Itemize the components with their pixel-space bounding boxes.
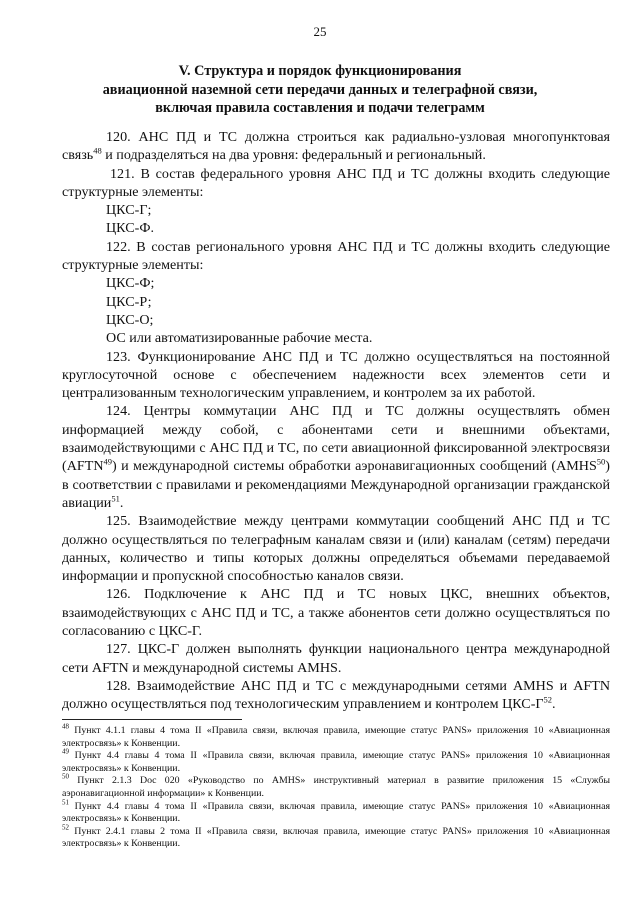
footnote-number: 50 [62, 773, 69, 782]
paragraph-124-text-d: . [119, 494, 124, 511]
footnote-text: Пункт 4.1.1 главы 4 тома II «Правила связи, включая правила, имеющие статус PANS» приложения 10 «Авиационная электросвязь» к Конвенции. [62, 725, 610, 749]
list-item: ЦКС-Ф. [106, 220, 154, 237]
paragraph-124-text-b: ) и международной системы обработки аэронавигационных сообщений (AMHS [112, 458, 597, 475]
footnote-text: Пункт 4.4 главы 4 тома II «Правила связи, включая правила, имеющие статус PANS» приложения 10 «Авиационная электросвязь» к Конвенции. [62, 800, 610, 825]
footnote-ref-51: 51 [111, 493, 120, 504]
heading-line-1: V. Структура и порядок функционирования [178, 63, 462, 79]
footnote-separator [62, 719, 242, 720]
footnote [62, 823, 610, 851]
paragraph-128-text-a: 128. Взаимодействие АНС ПД и ТС с международными сетями AMHS и AFTN должно осуществляться под технологическим управлением и контролем ЦКС-Г [62, 677, 610, 713]
list-item: ЦКС-Г; [106, 202, 152, 219]
paragraph-124 [62, 402, 610, 512]
section-heading [60, 62, 580, 118]
paragraph-128-text-b: . [552, 696, 556, 713]
paragraph-121: 121. В состав федерального уровня АНС ПД и ТС должны входить следующие структурные элементы: [62, 165, 610, 200]
paragraph-128 [62, 677, 610, 714]
list-item: ОС или автоматизированные рабочие места. [106, 330, 373, 347]
list-item: ЦКС-Р; [106, 293, 152, 310]
footnote-number: 52 [62, 823, 69, 832]
paragraph-120-text-a: 120. АНС ПД и ТС должна строиться как радиально-узловая многопунктовая связь [62, 129, 610, 164]
paragraph-124-text-a: 124. Центры коммутации АНС ПД и ТС должны осуществлять обмен информацией между собой, с абонентами сети и внешними объектами, взаимодействующими с АНС ПД и ТС, по сети авиационной фиксированной электросвязи (AFTN [62, 403, 610, 475]
paragraph-123: 123. Функционирование АНС ПД и ТС должно осуществляться на постоянной круглосуточной основе с обеспечением надежности всех элементов сети и централизованным технологическим управлением, и контролем за их работой. [62, 348, 610, 402]
footnote-ref-49: 49 [103, 456, 112, 467]
footnote-text: Пункт 2.4.1 главы 2 тома II «Правила связи, включая правила, имеющие статус PANS» приложения 10 «Авиационная электросвязь» к Конвенции. [62, 825, 610, 850]
document-body [62, 128, 610, 714]
footnote-number: 51 [62, 798, 69, 807]
footnotes [62, 722, 610, 851]
heading-line-2: авиационной наземной сети передачи данных и телеграфной связи, [102, 81, 538, 98]
list-item: ЦКС-Ф; [106, 275, 155, 292]
footnote [62, 798, 610, 826]
footnote-text: Пункт 4.4 главы 4 тома II «Правила связи, включая правила, имеющие статус PANS» приложения 10 «Авиационная электросвязь» к Конвенции. [62, 750, 610, 774]
footnote-ref-50: 50 [596, 456, 606, 467]
footnote [62, 747, 610, 775]
paragraph-124-text-c: ) в соответствии с правилами и рекомендациями Международной организации гражданской авиации [62, 458, 610, 511]
paragraph-122: 122. В состав регионального уровня АНС ПД и ТС должны входить следующие структурные элементы: [62, 238, 610, 274]
footnote [62, 775, 610, 800]
heading-line-3: включая правила составления и подачи телеграмм [155, 100, 485, 116]
paragraph-126: 126. Подключение к АНС ПД и ТС новых ЦКС, внешних объектов, взаимодействующих с АНС ПД и ТС, а также абонентов сети должно осуществляться по согласованию с ЦКС-Г. [62, 586, 610, 640]
paragraph-125: 125. Взаимодействие между центрами коммутации сообщений АНС ПД и ТС должно осуществляться по телеграфным каналам связи и (или) каналам (сетям) передачи данных, количество и типы которых должны определяться объемами передаваемой информации и пропускной способностью каналов связи. [62, 513, 610, 585]
footnote-ref-48: 48 [93, 145, 102, 156]
page-number: 25 [313, 24, 327, 39]
footnote-number: 48 [62, 722, 69, 731]
footnote-ref-52: 52 [543, 694, 553, 705]
footnote [62, 722, 610, 750]
paragraph-127: 127. ЦКС-Г должен выполнять функции национального центра международной сети AFTN и международной системы AMHS. [62, 641, 610, 676]
footnote-text: Пункт 2.1.3 Doc 020 «Руководство по AMHS» инструктивный материал в развитие приложения 15 «Службы аэронавигационной информации» к Конвенции. [62, 775, 610, 799]
list-item: ЦКС-О; [106, 311, 154, 328]
paragraph-120-text-b: и подразделяться на два уровня: федеральный и региональный. [101, 147, 486, 164]
paragraph-120 [62, 128, 610, 165]
footnote-number: 49 [62, 747, 69, 756]
